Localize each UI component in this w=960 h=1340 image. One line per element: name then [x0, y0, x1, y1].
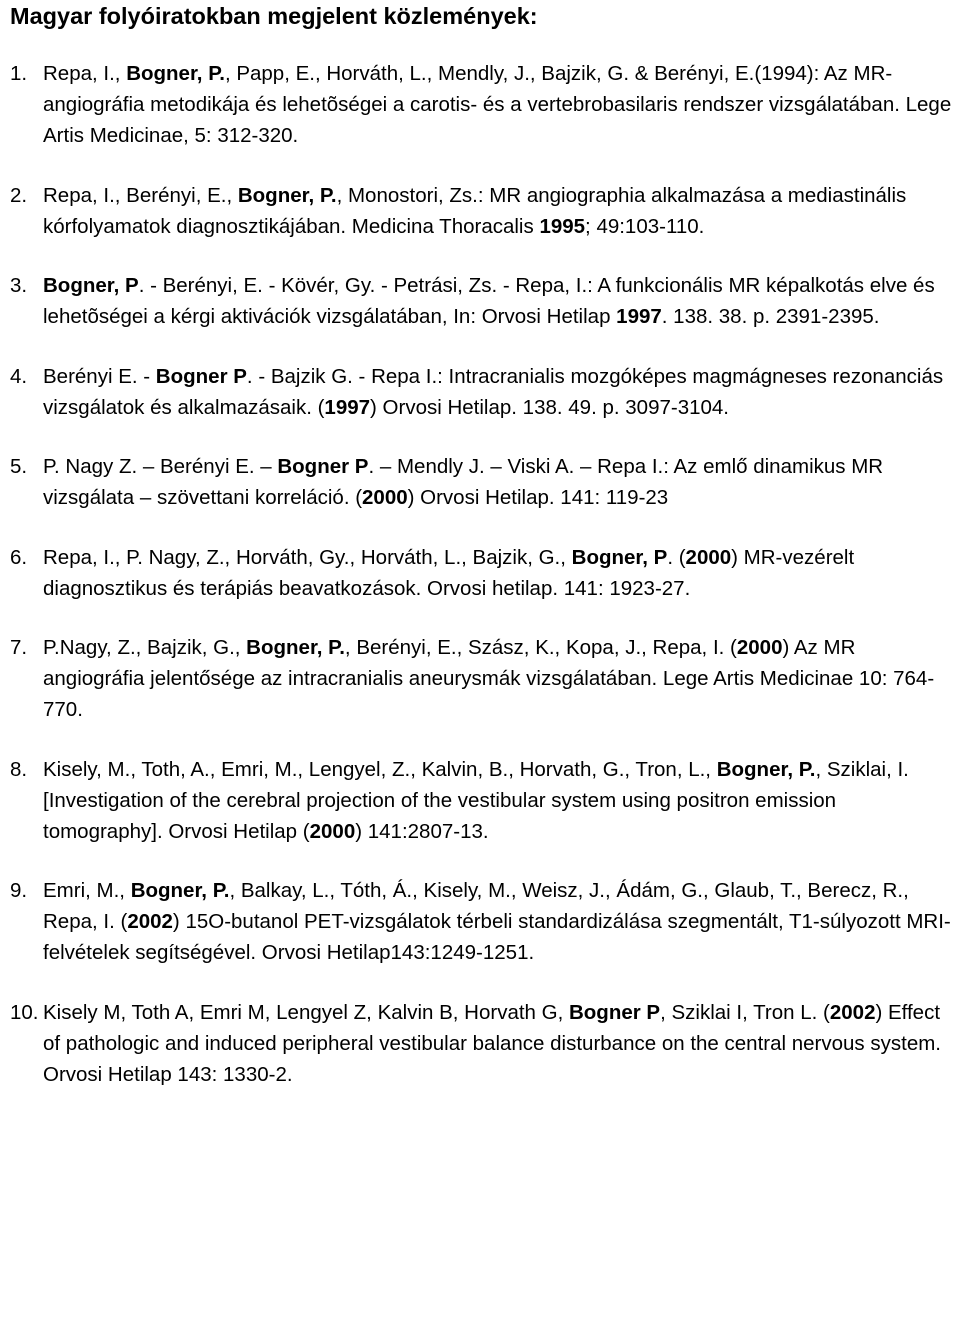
- reference-text-bold: 2000: [309, 819, 356, 843]
- reference-text-segment: , Sziklai, I. [Investigation of the cerebral projection of the vestibular system using positron emission tomography]. Orvosi Hetilap (: [43, 757, 909, 843]
- reference-number: 9.: [10, 879, 28, 902]
- reference-number: 5.: [10, 455, 28, 478]
- reference-item: [10, 270, 952, 332]
- reference-text-bold: Bogner P: [568, 1000, 661, 1024]
- reference-text: [43, 879, 951, 964]
- reference-text: [43, 758, 909, 843]
- reference-number: 1.: [10, 62, 28, 85]
- reference-text: [43, 274, 935, 328]
- reference-item: [10, 754, 952, 847]
- reference-text-bold: 1995: [539, 214, 586, 238]
- reference-item: [10, 58, 952, 151]
- reference-text-bold: Bogner, P.: [130, 879, 230, 902]
- reference-text-segment: . - Bajzik G. - Repa I.: Intracranialis mozgóképes magmágneses rezonanciás vizsgálatok és alkalmazásaik. (: [43, 364, 944, 419]
- reference-number: 2.: [10, 183, 28, 207]
- reference-item: [10, 632, 952, 725]
- reference-text-segment: ) 15O-butanol PET-vizsgálatok térbeli standardizálása szegmentált, T1-súlyozott MRI-felvételek segítségével. Orvosi Hetilap143:1249-1251.: [43, 910, 951, 964]
- reference-text: [43, 455, 883, 509]
- reference-number: 3.: [10, 274, 28, 297]
- reference-text-bold: Bogner, P.: [246, 636, 345, 659]
- reference-text-bold: Bogner, P.: [237, 183, 337, 207]
- reference-item: [10, 875, 952, 968]
- reference-text: [43, 636, 934, 721]
- reference-text-segment: ; 49:103-110.: [585, 214, 705, 238]
- reference-number: 8.: [10, 757, 28, 781]
- reference-number: 6.: [10, 545, 28, 569]
- reference-text-segment: P. Nagy Z. – Berényi E. –: [43, 455, 278, 478]
- reference-text-segment: . – Mendly J. – Viski A. – Repa I.: Az emlő dinamikus MR vizsgálata – szövettani korreláció. (: [43, 455, 884, 509]
- reference-text-segment: , Sziklai I, Tron L. (: [660, 1000, 830, 1024]
- reference-text-bold: Bogner, P: [43, 274, 139, 297]
- reference-text: [43, 365, 943, 419]
- reference-text-bold: 2000: [685, 545, 732, 569]
- reference-text-bold: 2000: [362, 486, 408, 509]
- reference-text-segment: Berényi E. -: [43, 364, 156, 388]
- reference-text-segment: , Papp, E., Horváth, L., Mendly, J., Bajzik, G. & Berényi, E.(1994): Az MR-angiográfia metodikája és lehetõségei a carotis- és a vertebrobasilaris rendszer vizsgálatában. Lege Artis Medicinae, 5: 312-320.: [43, 62, 952, 147]
- reference-text-segment: Repa, I., P. Nagy, Z., Horváth, Gy., Horváth, L., Bajzik, G.,: [43, 545, 572, 569]
- reference-text-segment: ) MR-vezérelt diagnosztikus és terápiás beavatkozások. Orvosi hetilap. 141: 1923-27.: [43, 545, 855, 600]
- reference-text-bold: 2002: [127, 910, 173, 933]
- reference-text-bold: Bogner, P: [571, 545, 668, 569]
- reference-number: 10.: [10, 1000, 39, 1024]
- reference-text-segment: . (: [667, 545, 686, 569]
- reference-text: [43, 546, 854, 600]
- reference-text-bold: 1997: [324, 395, 371, 419]
- reference-text-segment: ) Az MR angiográfia jelentősége az intracranialis aneurysmák vizsgálatában. Lege Artis Medicinae 10: 764-770.: [43, 636, 935, 721]
- page-title: Magyar folyóiratokban megjelent közlemények:: [10, 3, 538, 29]
- reference-text-segment: ) Effect of pathologic and induced peripheral vestibular balance disturbance on the central nervous system. Orvosi Hetilap 143: 1330-2.: [43, 1000, 941, 1086]
- reference-text-segment: Repa, I.,: [43, 62, 127, 85]
- reference-list: [10, 58, 952, 1090]
- reference-item: [10, 542, 952, 604]
- reference-text-segment: , Berényi, E., Szász, K., Kopa, J., Repa, I. (: [344, 636, 737, 659]
- reference-text-segment: P.Nagy, Z., Bajzik, G.,: [43, 636, 247, 659]
- reference-text-segment: . 138. 38. p. 2391-2395.: [661, 305, 880, 328]
- reference-text-segment: , Balkay, L., Tóth, Á., Kisely, M., Weisz, J., Ádám, G., Glaub, T., Berecz, R., Repa, I. (: [43, 879, 909, 933]
- reference-text-bold: Bogner, P.: [126, 62, 225, 85]
- reference-text-segment: ) Orvosi Hetilap. 138. 49. p. 3097-3104.: [370, 395, 729, 419]
- reference-text-bold: 2002: [829, 1000, 876, 1024]
- reference-text-bold: Bogner P: [155, 364, 247, 388]
- reference-text-bold: 1997: [616, 305, 662, 328]
- reference-text-segment: ) 141:2807-13.: [355, 819, 489, 843]
- reference-text-segment: ) Orvosi Hetilap. 141: 119-23: [407, 486, 669, 509]
- reference-text: [43, 62, 951, 147]
- reference-item: [10, 451, 952, 513]
- reference-text-segment: Emri, M.,: [43, 879, 131, 902]
- reference-text-segment: Repa, I., Berényi, E.,: [43, 183, 238, 207]
- reference-text-segment: Kisely, M., Toth, A., Emri, M., Lengyel, Z., Kalvin, B., Horvath, G., Tron, L.,: [43, 757, 717, 781]
- reference-item: [10, 180, 952, 242]
- reference-text-bold: Bogner, P.: [716, 757, 816, 781]
- reference-text-bold: 2000: [736, 636, 783, 659]
- reference-text-segment: . - Berényi, E. - Kövér, Gy. - Petrási, Zs. - Repa, I.: A funkcionális MR képalkotás elve és lehetõségei a kérgi aktivációk vizsgálatában, In: Orvosi Hetilap: [43, 274, 935, 328]
- reference-text: [43, 184, 906, 238]
- reference-text-segment: , Monostori, Zs.: MR angiographia alkalmazása a mediastinális kórfolyamatok diagnosztikájában. Medicina Thoracalis: [43, 183, 907, 238]
- reference-number: 7.: [10, 636, 28, 659]
- reference-item: [10, 361, 952, 423]
- reference-text-bold: Bogner P: [277, 455, 369, 478]
- reference-text-segment: Kisely M, Toth A, Emri M, Lengyel Z, Kalvin B, Horvath G,: [43, 1000, 569, 1024]
- reference-text: [43, 1001, 941, 1086]
- reference-item: [10, 997, 952, 1090]
- reference-number: 4.: [10, 364, 28, 388]
